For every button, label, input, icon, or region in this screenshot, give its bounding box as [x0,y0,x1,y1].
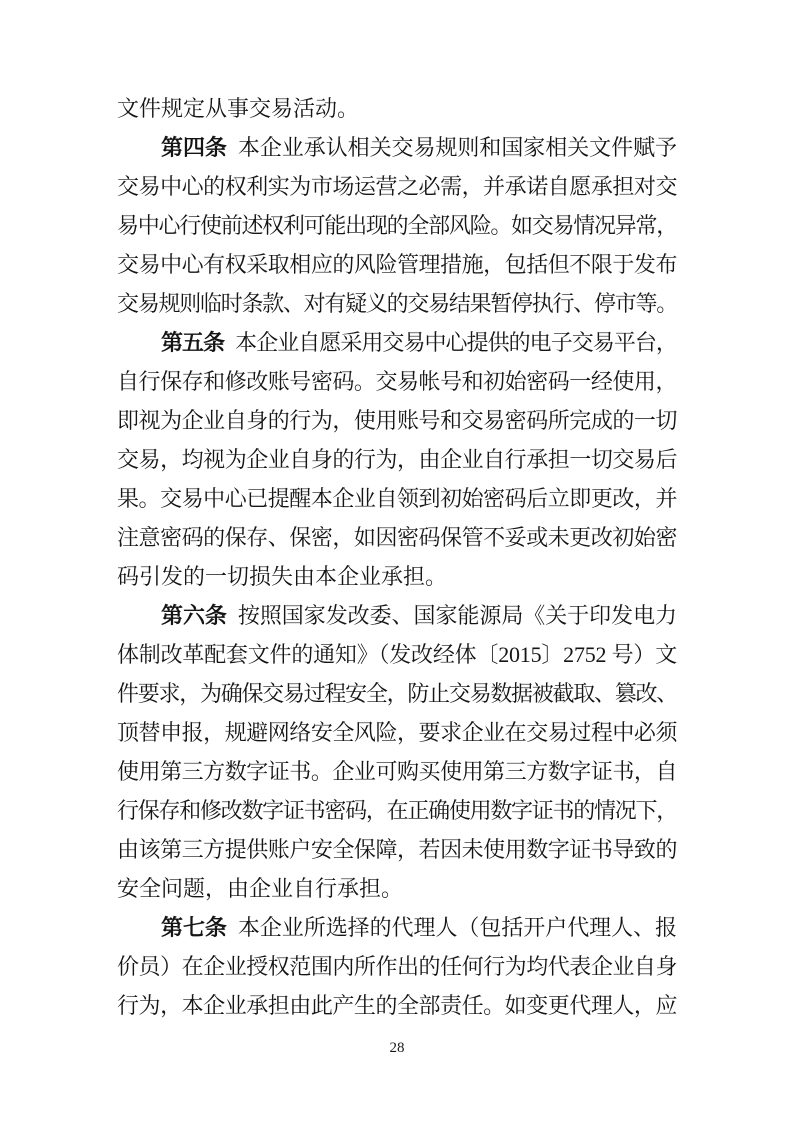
article-number: 第四条 [161,135,227,160]
text-line-content: 交易规则临时条款、对有疑义的交易结果暂停执行、停市等。 [117,291,677,316]
text-line [117,89,677,128]
text-line [117,830,677,869]
text-line-content: 顶替申报，规避网络安全风险，要求企业在交易过程中必须 [117,720,677,745]
text-line [117,479,677,518]
text-line [117,947,677,986]
text-line-content: 体制改革配套文件的通知》（发改经体〔2015〕2752 号）文 [117,642,677,667]
text-line [117,167,677,206]
document-body [117,89,677,1025]
text-line-content: 价员）在企业授权范围内所作出的任何行为均代表企业自身 [117,954,677,979]
text-line-content: 文件规定从事交易活动。 [117,96,360,121]
text-line [117,752,677,791]
text-line-content: 即视为企业自身的行为，使用账号和交易密码所完成的一切 [117,408,677,433]
text-line-content: 交易中心有权采取相应的风险管理措施，包括但不限于发布 [117,252,677,277]
text-line [117,518,677,557]
text-line-content: 件要求，为确保交易过程安全，防止交易数据被截取、篡改、 [117,681,677,706]
text-line [117,713,677,752]
text-line [117,791,677,830]
text-line [117,362,677,401]
text-line-content: 第四条 本企业承认相关交易规则和国家相关文件赋予 [161,135,677,160]
text-line-content: 自行保存和修改账号密码。交易帐号和初始密码一经使用， [117,369,677,394]
text-line [117,401,677,440]
text-line [117,596,677,635]
text-line-content: 第五条 本企业自愿采用交易中心提供的电子交易平台， [161,330,677,355]
text-line-content: 果。交易中心已提醒本企业自领到初始密码后立即更改，并 [117,486,677,511]
text-line-content: 第六条 按照国家发改委、国家能源局《关于印发电力 [161,603,677,628]
text-line-content: 交易中心的权利实为市场运营之必需，并承诺自愿承担对交 [117,174,677,199]
text-line [117,245,677,284]
text-line [117,284,677,323]
page-number: 28 [389,1040,405,1056]
text-line [117,869,677,908]
text-line [117,440,677,479]
article-number: 第五条 [161,330,225,355]
text-line [117,986,677,1025]
text-line [117,908,677,947]
text-line-content: 易中心行使前述权利可能出现的全部风险。如交易情况异常， [117,213,677,238]
text-line-content: 注意密码的保存、保密，如因密码保管不妥或未更改初始密 [117,525,677,550]
text-line [117,557,677,596]
text-line [117,635,677,674]
text-line-content: 行为，本企业承担由此产生的全部责任。如变更代理人，应 [117,993,677,1018]
article-number: 第六条 [161,603,227,628]
text-line-content: 交易，均视为企业自身的行为，由企业自行承担一切交易后 [117,447,677,472]
text-line [117,128,677,167]
text-line [117,323,677,362]
text-line-content: 码引发的一切损失由本企业承担。 [117,564,448,589]
text-line-content: 第七条 本企业所选择的代理人（包括开户代理人、报 [161,915,677,940]
text-line-content: 行保存和修改数字证书密码，在正确使用数字证书的情况下， [117,798,677,823]
text-line-content: 安全问题，由企业自行承担。 [117,876,404,901]
text-line-content: 由该第三方提供账户安全保障，若因未使用数字证书导致的 [117,837,677,862]
text-line [117,674,677,713]
article-number: 第七条 [161,915,227,940]
text-line-content: 使用第三方数字证书。企业可购买使用第三方数字证书，自 [117,759,677,784]
text-line [117,206,677,245]
